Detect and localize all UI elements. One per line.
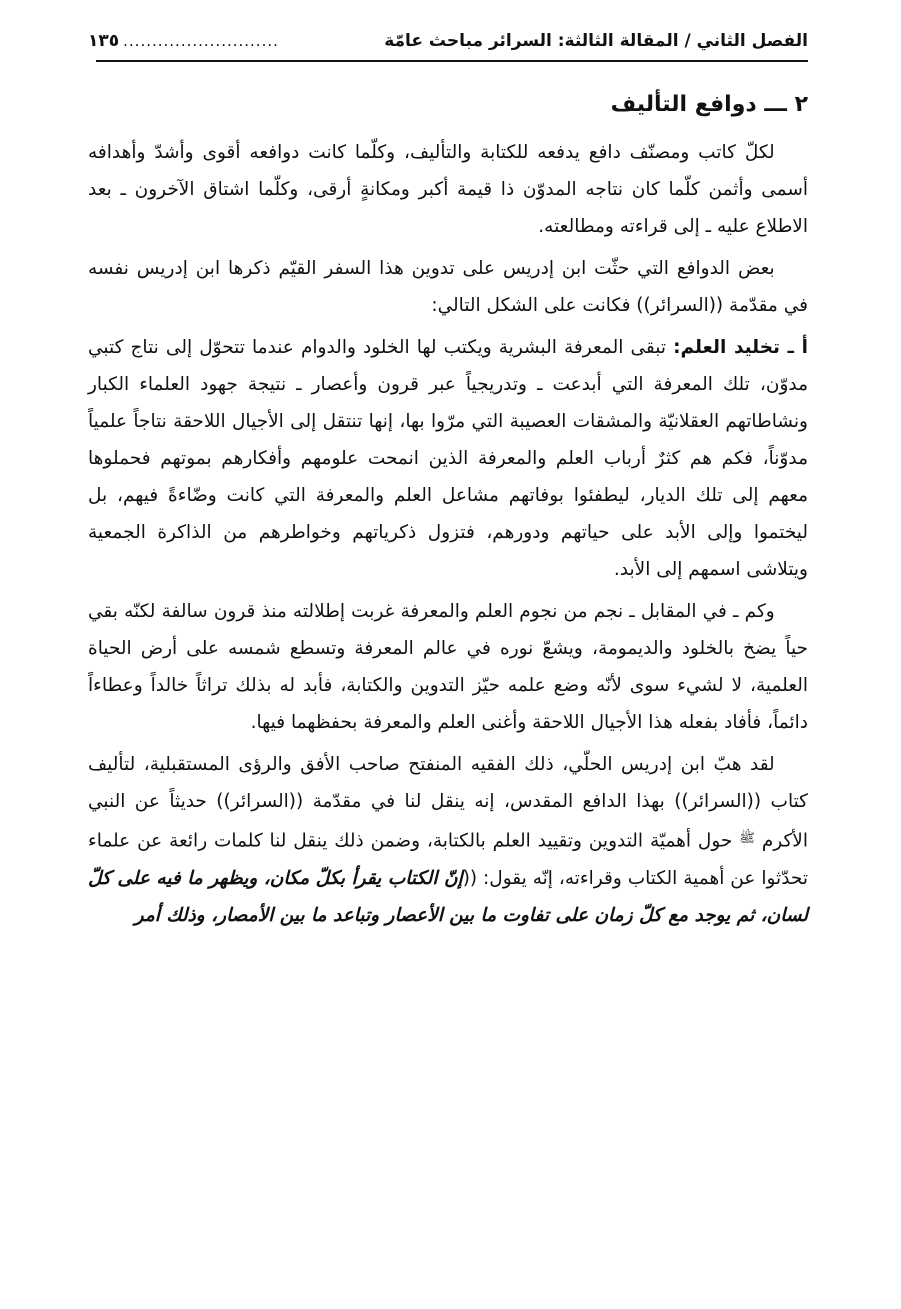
paragraph-5-text-1: لقد هبّ ابن إدريس الحلّي، ذلك الفقيه المنفتح صاحب الأفق والرؤى المستقبلية، لتأليف كتاب ((السرائر)) بهذا الدافع المقدس، إنه ينقل لنا في مقدّمة ((السرائر)) حديثاً عن النبي الأكرم [88, 754, 808, 852]
paragraph-3 [88, 329, 808, 588]
running-header [88, 24, 808, 52]
paragraph-4: وكم ـ في المقابل ـ نجم من نجوم العلم والمعرفة غربت إطلالته منذ قرون سالفة لكنّه بقي حياً يضخ بالخلود والديمومة، ويشعّ نوره في عالم المعرفة وتسطع شمسه على أرض الحياة العلمية، لا لشيء سوى لأنّه وضع علمه حيّز التدوين والكتابة، فأبد له بذلك تراثاً خالداً وعطاءاً دائماً، فأفاد بفعله هذا الأجيال اللاحقة وأغنى العلم والمعرفة بحفظهما فيها. [88, 601, 808, 733]
paragraph-1: لكلّ كاتب ومصنّف دافع يدفعه للكتابة والتأليف، وكلّما كانت دوافعه أقوى وأشدّ وأهدافه أسمى وأثمن كلّما كان نتاجه المدوّن ذا قيمة أكبر ومكانةٍ أرقى، وكلّما اشتاق الآخرون ـ بعد الاطلاع عليه ـ إلى قراءته ومطالعته. [88, 142, 808, 237]
page-number: ١٣٥ [88, 31, 120, 51]
paragraph-3-text: تبقى المعرفة البشرية ويكتب لها الخلود والدوام عندما تتحوّل إلى نتاج كتبي مدوّن، تلك المعرفة التي أبدعت ـ وتدريجياً عبر قرون وأعصار ـ نتيجة جهود العلماء الكبار ونشاطاتهم العقلانيّة والمشقات العصيبة التي مرّوا بها، إنها تنتقل إلى الأجيال اللاحقة نتاجاً علمياً مدوّناً، فكم هم كثرٌ أرباب العلم والمعرفة الذين انمحت علومهم وأفكارهم بموتهم فحملوها معهم إلى تلك الديار، ليطفئوا بوفاتهم مشاعل العلم والمعرفة التي كانت وضّاءةً فيهم، بل ليختموا وإلى الأبد على حياتهم ودورهم، فتزول ذكرياتهم وخواطرهم من الذاكرة الجمعية ويتلاشى اسمهم إلى الأبد. [88, 337, 808, 580]
salawat-glyph: ﷺ [739, 831, 755, 846]
header-rule [96, 60, 808, 62]
leader-dots: ........................... [123, 32, 279, 50]
paragraph-5-text-2: حول أهميّة التدوين وتقييد العلم بالكتابة، وضمن ذلك ينقل لنا كلمات رائعة عن علماء تحدّثوا عن أهمية الكتاب وقراءته، إنّه يقول: (( [88, 830, 808, 889]
body-text [88, 134, 808, 934]
quoted-passage: إنّ الكتاب يقرأ بكلّ مكان، ويظهر ما فيه على كلّ لسان، ثم يوجد مع كلّ زمان على تفاوت ما بين الأعصار وتباعد ما بين الأمصار، وذلك أمر [88, 867, 808, 926]
section-heading: ٢ ـــ دوافع التأليف [610, 92, 808, 117]
running-header-title: الفصل الثاني / المقالة الثالثة: السرائر مباحث عامّة [384, 31, 808, 51]
running-header-pagination [88, 30, 279, 52]
paragraph-2: بعض الدوافع التي حثّت ابن إدريس على تدوين هذا السفر القيّم ذكرها ابن إدريس نفسه في مقدّمة ((السرائر)) فكانت على الشكل التالي: [88, 258, 808, 316]
book-page [88, 24, 808, 939]
subsection-lead: أ ـ تخليد العلم: [673, 337, 808, 358]
paragraph-5 [88, 746, 808, 934]
